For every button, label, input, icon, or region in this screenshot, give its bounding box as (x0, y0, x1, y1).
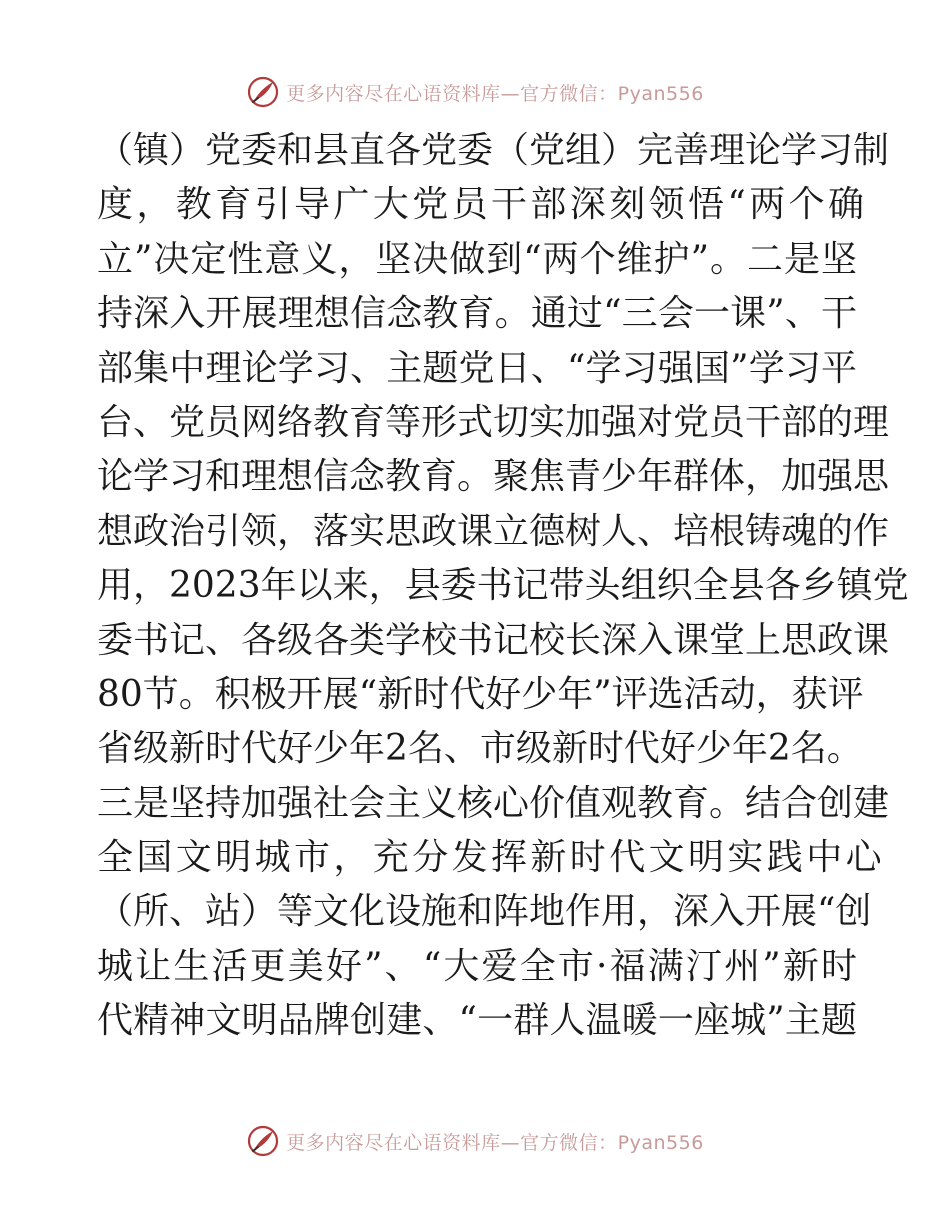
text-line-5: 部集中理论学习、主题党日、“学习强国”学习平 (97, 347, 857, 389)
watermark-text: 更多内容尽在心语资料库—官方微信：Pyan556 (286, 82, 704, 105)
quill-pen-logo-icon (246, 1124, 280, 1158)
text-line-7: 论学习和理想信念教育。聚焦青少年群体，加强思 (97, 456, 890, 498)
quill-pen-logo-icon (246, 75, 280, 109)
text-line-1: （镇）党委和县直各党委（党组）完善理论学习制 (97, 130, 890, 171)
header-watermark (0, 72, 950, 112)
text-line-12: 省级新时代好少年2名、市级新时代好少年2名。 (97, 728, 863, 770)
text-line-9: 用，2023年以来，县委书记带头组织全县各乡镇党 (97, 565, 909, 607)
text-line-2: 度，教育引导广大党员干部深刻领悟“两个确 (97, 184, 868, 226)
text-line-4: 持深入开展理想信念教育。通过“三会一课”、干 (97, 293, 857, 335)
text-line-14: 全国文明城市，充分发挥新时代文明实践中心 (97, 837, 886, 879)
footer-watermark (0, 1121, 950, 1161)
text-line-11: 80节。积极开展“新时代好少年”评选活动，获评 (97, 673, 864, 715)
text-line-10: 委书记、各级各类学校书记校长深入课堂上思政课 (97, 619, 890, 661)
text-line-3: 立”决定性意义，坚决做到“两个维护”。二是坚 (97, 238, 857, 280)
text-line-6: 台、党员网络教育等形式切实加强对党员干部的理 (97, 401, 890, 443)
text-line-8: 想政治引领，落实思政课立德树人、培根铸魂的作 (97, 510, 890, 552)
text-line-17: 代精神文明品牌创建、“一群人温暖一座城”主题 (97, 1000, 857, 1042)
watermark-text: 更多内容尽在心语资料库—官方微信：Pyan556 (286, 1131, 704, 1154)
text-line-15: （所、站）等文化设施和阵地作用，深入开展“创 (97, 891, 872, 933)
text-line-13: 三是坚持加强社会主义核心价值观教育。结合创建 (97, 782, 890, 824)
text-line-16: 城让生活更美好”、“大爱全市·福满汀州”新时 (97, 945, 857, 987)
document-body (97, 124, 909, 1049)
